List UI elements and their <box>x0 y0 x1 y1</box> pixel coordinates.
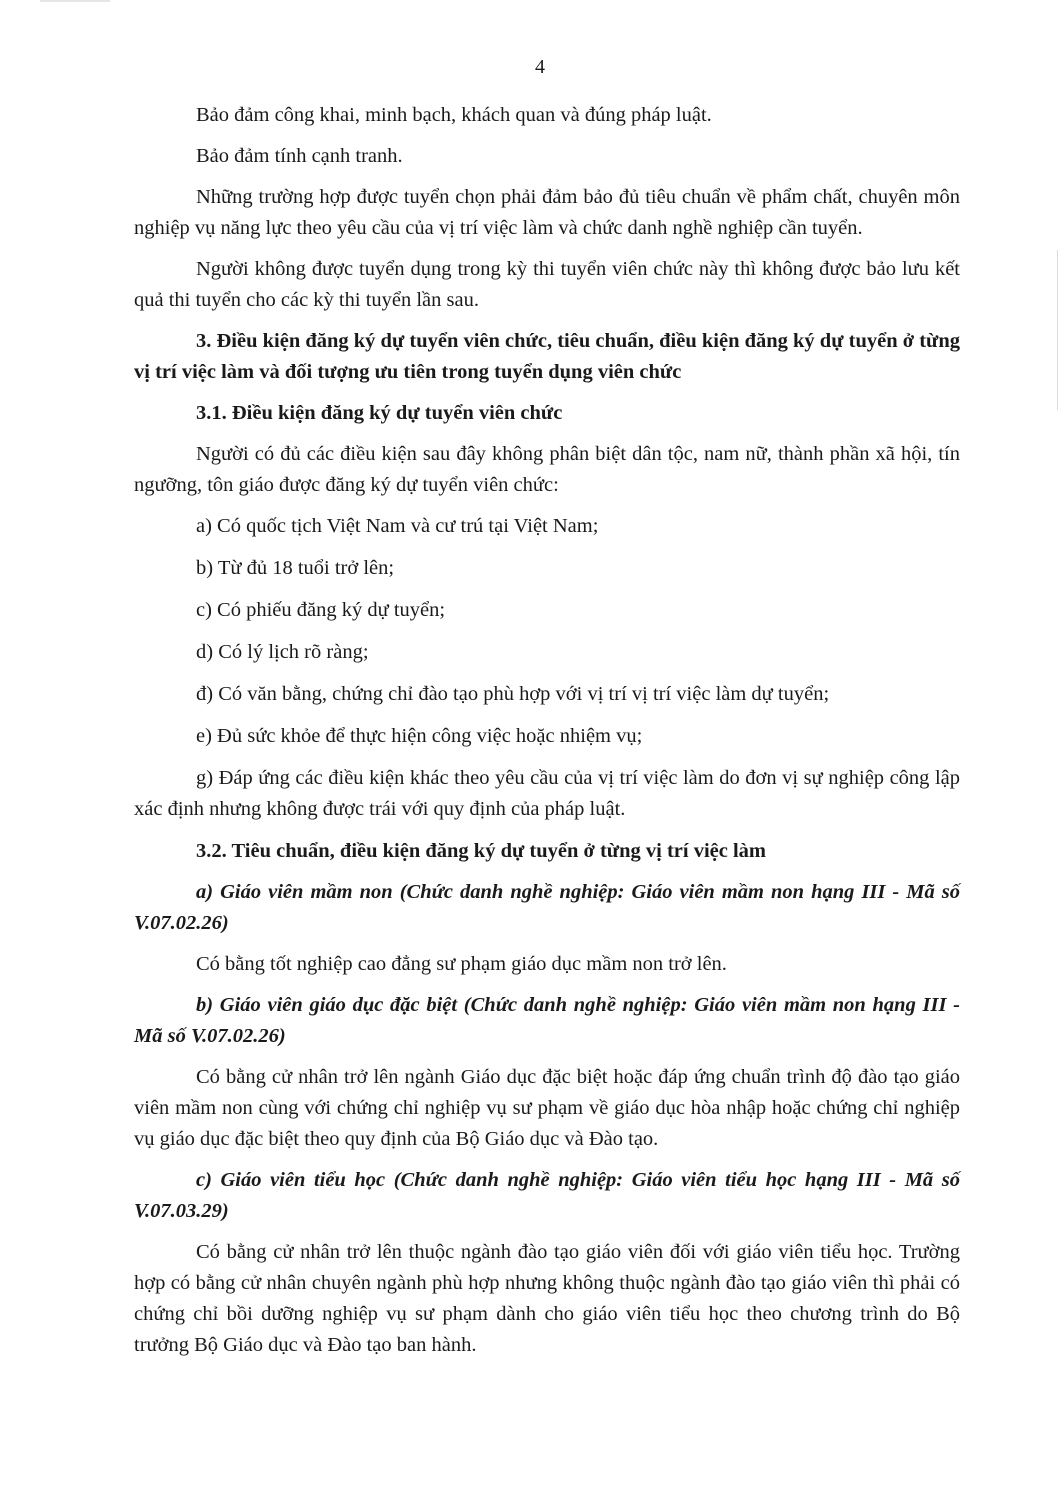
paragraph-eligibility-intro: Người có đủ các điều kiện sau đây không phân biệt dân tộc, nam nữ, thành phần xã hội, tín ngưỡng, tôn giáo được đăng ký dự tuyển viên chức: <box>134 443 960 496</box>
subheading-primary-teacher: c) Giáo viên tiểu học (Chức danh nghề nghiệp: Giáo viên tiểu học hạng III - Mã số V.07.03.29) <box>134 1169 960 1222</box>
section-heading-3-2: 3.2. Tiêu chuẩn, điều kiện đăng ký dự tuyển ở từng vị trí việc làm <box>196 840 766 862</box>
list-item-b: b) Từ đủ 18 tuổi trở lên; <box>196 557 395 579</box>
list-item-dd: đ) Có văn bằng, chứng chỉ đào tạo phù hợp với vị trí vị trí việc làm dự tuyển; <box>196 683 830 705</box>
paragraph-special-education-requirement: Có bằng cử nhân trở lên ngành Giáo dục đặc biệt hoặc đáp ứng chuẩn trình độ đào tạo giáo viên mầm non cùng với chứng chỉ nghiệp vụ sư phạm về giáo dục hòa nhập hoặc chứng chỉ nghiệp vụ giáo dục đặc biệt theo quy định của Bộ Giáo dục và Đào tạo. <box>134 1066 960 1150</box>
document-body <box>134 100 960 1371</box>
section-heading-3-1: 3.1. Điều kiện đăng ký dự tuyển viên chức <box>196 402 563 424</box>
page-number: 4 <box>535 56 545 78</box>
list-item-g: g) Đáp ứng các điều kiện khác theo yêu cầu của vị trí việc làm do đơn vị sự nghiệp công lập xác định nhưng không được trái với quy định của pháp luật. <box>134 767 960 820</box>
list-item-d: d) Có lý lịch rõ ràng; <box>196 641 369 663</box>
paragraph-no-result-reservation: Người không được tuyển dụng trong kỳ thi tuyển viên chức này thì không được bảo lưu kết quả thi tuyển cho các kỳ thi tuyển lần sau. <box>134 258 960 311</box>
paragraph-public-transparency: Bảo đảm công khai, minh bạch, khách quan và đúng pháp luật. <box>196 104 712 126</box>
paragraph-selection-standards: Những trường hợp được tuyển chọn phải đảm bảo đủ tiêu chuẩn về phẩm chất, chuyên môn nghiệp vụ năng lực theo yêu cầu của vị trí việc làm và chức danh nghề nghiệp cần tuyển. <box>134 186 960 239</box>
paragraph-primary-requirement: Có bằng cử nhân trở lên thuộc ngành đào tạo giáo viên đối với giáo viên tiểu học. Trường hợp có bằng cử nhân chuyên ngành phù hợp nhưng không thuộc ngành đào tạo giáo viên thì phải có chứng chỉ bồi dưỡng nghiệp vụ sư phạm dành cho giáo viên tiểu học theo chương trình do Bộ trưởng Bộ Giáo dục và Đào tạo ban hành. <box>134 1241 960 1356</box>
list-item-e: e) Đủ sức khỏe để thực hiện công việc hoặc nhiệm vụ; <box>196 725 643 747</box>
paragraph-competitiveness: Bảo đảm tính cạnh tranh. <box>196 145 403 167</box>
subheading-special-education-teacher: b) Giáo viên giáo dục đặc biệt (Chức danh nghề nghiệp: Giáo viên mầm non hạng III - Mã số V.07.02.26) <box>134 994 960 1047</box>
list-item-a: a) Có quốc tịch Việt Nam và cư trú tại Việt Nam; <box>196 515 599 537</box>
subheading-preschool-teacher: a) Giáo viên mầm non (Chức danh nghề nghiệp: Giáo viên mầm non hạng III - Mã số V.07.02.26) <box>134 881 960 934</box>
scan-artifact <box>40 0 110 2</box>
scan-edge-line <box>1057 250 1058 410</box>
list-item-c: c) Có phiếu đăng ký dự tuyển; <box>196 599 446 621</box>
paragraph-preschool-requirement: Có bằng tốt nghiệp cao đẳng sư phạm giáo dục mầm non trở lên. <box>196 953 727 975</box>
section-heading-3: 3. Điều kiện đăng ký dự tuyển viên chức, tiêu chuẩn, điều kiện đăng ký dự tuyển ở từng vị trí việc làm và đối tượng ưu tiên trong tuyển dụng viên chức <box>134 330 960 383</box>
